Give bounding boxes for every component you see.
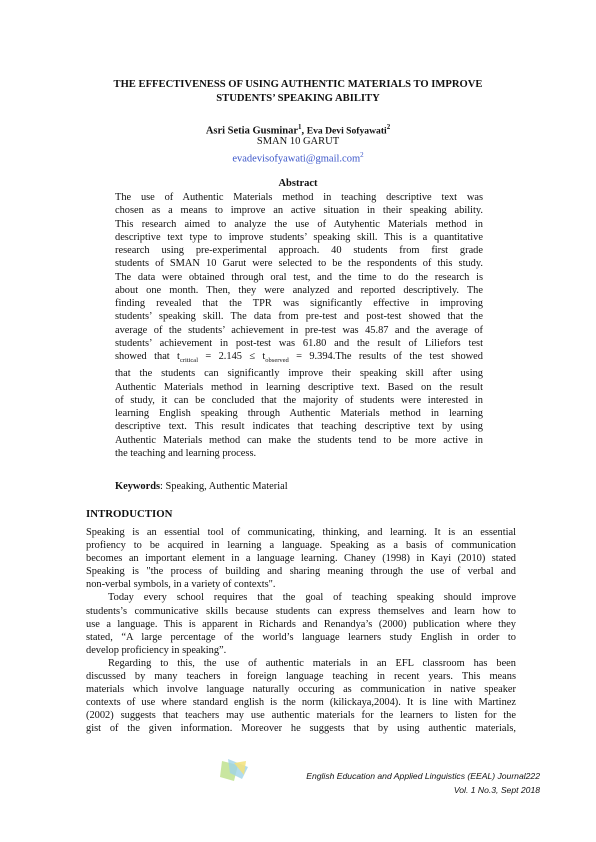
title-line-2: STUDENTS’ SPEAKING ABILITY — [216, 93, 380, 104]
abstract-line: The data were obtained through oral test, and the time to do the research is — [115, 271, 483, 283]
author-separator: , — [301, 125, 307, 137]
email-marker: 2 — [360, 151, 364, 159]
body-line: Today every school requires that the goal of teaching speaking should improve — [108, 592, 516, 604]
t-critical-subscript: critical — [179, 357, 198, 365]
abstract-line: The use of Authentic Materials method in teaching descriptive text was — [115, 192, 483, 203]
abstract-line: research using pre-experimental approach. 40 students from first grade — [115, 245, 483, 256]
formula-text: = 9.394.The results of the test showed — [288, 351, 483, 362]
abstract-line: about one month. Then, they were analyzed and reported descriptively. The — [115, 284, 483, 296]
abstract-line: the teaching and learning process. — [115, 447, 257, 459]
body-line: Regarding to this, the use of authentic materials in an EFL classroom has been — [108, 657, 516, 669]
formula-text: = 2.145 ≤ t — [198, 351, 266, 362]
footer-volume: Vol. 1 No.3, Sept 2018 — [453, 785, 540, 795]
keywords — [115, 480, 483, 493]
introduction-body — [86, 526, 516, 736]
abstract-line: students of SMAN 10 Garut were selected to be the respondents of this study. — [115, 258, 483, 270]
abstract-line: Authentic Materials method can make the students tend to be more active in — [115, 434, 483, 446]
abstract-line: students’ achievement in post-test was 61.80 and the result of Liliefors test — [115, 337, 483, 349]
abstract-line: descriptive text type to improve students’ speaking skill. This is a quantitative — [115, 231, 483, 243]
body-line: (2002) suggests that teachers may use authentic materials for the learners to listen for the — [86, 710, 516, 722]
body-line: contexts of use where standard english is the norm (kilickaya,2004). It is line with Martinez — [86, 697, 516, 709]
abstract-line: of study, it can be concluded that the majority of students were interested in — [115, 394, 483, 406]
abstract-line: average of the students’ achievement in pre-test was 45.87 and the average of — [115, 324, 483, 336]
body-line: non-verbal symbols, in a variety of contexts". — [86, 579, 276, 591]
abstract-line: chosen as a means to improve an active situation in their speaking ability. — [115, 205, 483, 217]
abstract-line: This research aimed to analyze the use of Autyhentic Materials method in — [115, 218, 483, 230]
section-heading-introduction: INTRODUCTION — [86, 508, 173, 520]
affiliation: SMAN 10 GARUT — [256, 136, 340, 147]
page-footer — [306, 769, 540, 797]
abstract-heading: Abstract — [278, 178, 318, 189]
body-line: becomes an important element in a language learning. Chaney (1998) in Kayi (2010) stated — [86, 553, 516, 565]
t-observed-subscript: observed — [265, 357, 289, 365]
author-2-marker: 2 — [386, 123, 391, 131]
abstract-line-formula — [115, 350, 483, 367]
author-1: Asri Setia Gusminar — [205, 125, 298, 137]
footer-journal: English Education and Applied Linguistics (EEAL) Journal222 — [306, 771, 540, 781]
body-line: gist of the given information. Moreover he suggests that by using authentic materials, — [86, 723, 516, 735]
formula-text: showed that t — [115, 351, 180, 362]
title-line-1: THE EFFECTIVENESS OF USING AUTHENTIC MATERIALS TO IMPROVE — [113, 79, 483, 90]
body-line: Speaking is "the process of building and sharing meaning through the use of verbal and — [86, 566, 516, 578]
journal-logo-icon — [220, 757, 250, 783]
body-line: develop proficiency in speaking”. — [86, 644, 227, 656]
abstract-line: Authentic Materials method in learning descriptive text. Based on the result — [115, 381, 483, 393]
abstract-body — [115, 191, 483, 460]
abstract-line: students’ speaking skill. The data from pre-test and post-test showed that the — [115, 311, 483, 323]
abstract-line: that the students can significantly improve their speaking skill after using — [115, 368, 483, 380]
abstract-line: finding revealed that the TPR was significantly effective in improving — [115, 298, 483, 309]
body-line: discussed by many teachers in foreign language teaching in recent years. This means — [86, 671, 516, 683]
author-2: Eva Devi Sofyawati — [306, 125, 387, 137]
author-email[interactable] — [60, 149, 536, 166]
author-1-marker: 1 — [297, 123, 302, 131]
keywords-text: : Speaking, Authentic Material — [160, 481, 288, 492]
body-line: stated, “A large percentage of the world’s language learners study English in order to — [86, 631, 516, 643]
body-line: profiency to be acquired in learning a language. Speaking as a basis of communication — [86, 540, 516, 552]
body-line: materials which involve language naturally occuring as communication in native speaker — [86, 684, 516, 696]
paper-title — [60, 78, 536, 106]
abstract-line: learning English speaking through Authentic Materials method in learning — [115, 408, 483, 420]
body-line: students’s communicative skills because students can express themselves and learn how to — [86, 605, 516, 617]
keywords-label: Keywords — [115, 481, 161, 492]
email-address[interactable]: evadevisofyawati@gmail.com — [232, 153, 361, 165]
body-line: use a language. This is apparent in Richards and Renandya’s (2000) publication where they — [86, 618, 516, 630]
body-line: Speaking is an essential tool of communicating, thinking, and learning. It is an essential — [86, 527, 516, 538]
abstract-line: descriptive text. This result indicates that teaching descriptive text by using — [115, 421, 483, 433]
